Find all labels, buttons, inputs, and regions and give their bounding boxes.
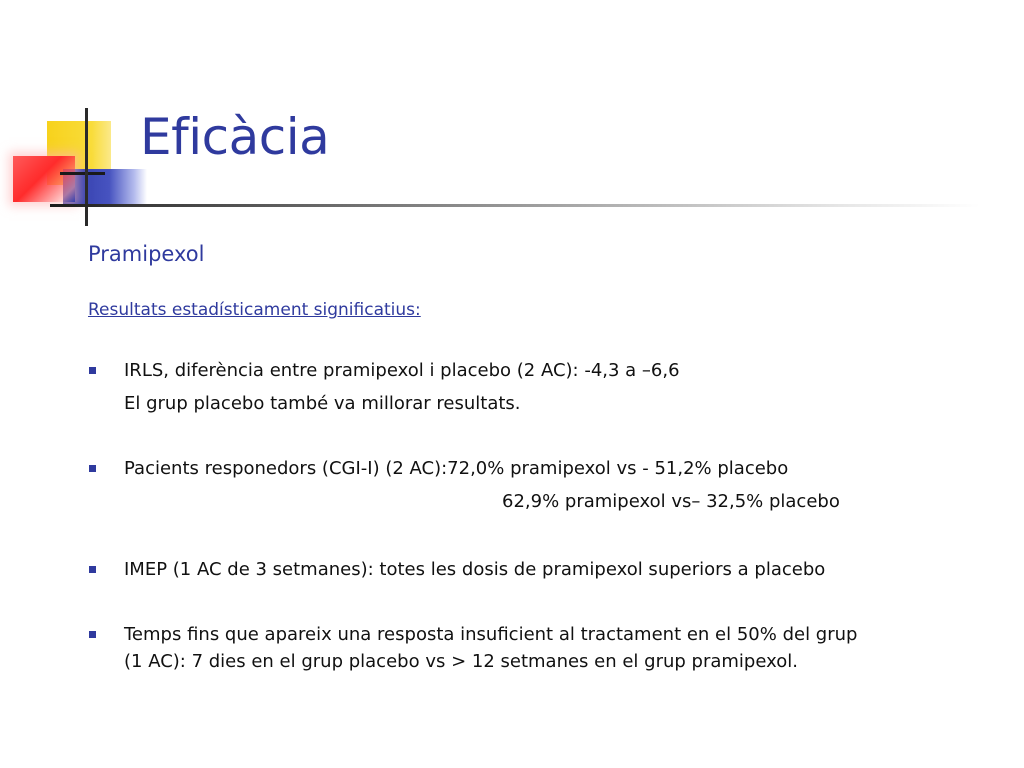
bullet-2-line-2: 62,9% pramipexol vs– 32,5% placebo [502, 491, 840, 512]
section-subheading: Resultats estadísticament significatius: [88, 300, 421, 320]
bullet-square-icon [89, 631, 96, 638]
bullet-square-icon [89, 566, 96, 573]
bullet-square-icon [89, 465, 96, 472]
vertical-line-decoration [85, 108, 88, 226]
slide-title: Eficàcia [140, 108, 330, 166]
bullet-3-line-1: IMEP (1 AC de 3 setmanes): totes les dosis de pramipexol superiors a placebo [124, 559, 826, 580]
title-underline-rule [50, 204, 980, 207]
red-square-decoration [13, 156, 75, 202]
slide-subtitle: Pramipexol [88, 242, 205, 266]
bullet-1-line-1: IRLS, diferència entre pramipexol i placebo (2 AC): -4,3 a –6,6 [124, 360, 680, 381]
bullet-1-line-2: El grup placebo també va millorar resultats. [124, 393, 521, 414]
bullet-2-line-1: Pacients responedors (CGI-I) (2 AC):72,0% pramipexol vs - 51,2% placebo [124, 458, 789, 479]
bullet-4-line-2: (1 AC): 7 dies en el grup placebo vs > 12 setmanes en el grup pramipexol. [124, 651, 798, 672]
short-horizontal-line-decoration [60, 172, 105, 175]
bullet-square-icon [89, 367, 96, 374]
bullet-4-line-1: Temps fins que apareix una resposta insuficient al tractament en el 50% del grup [124, 624, 858, 645]
